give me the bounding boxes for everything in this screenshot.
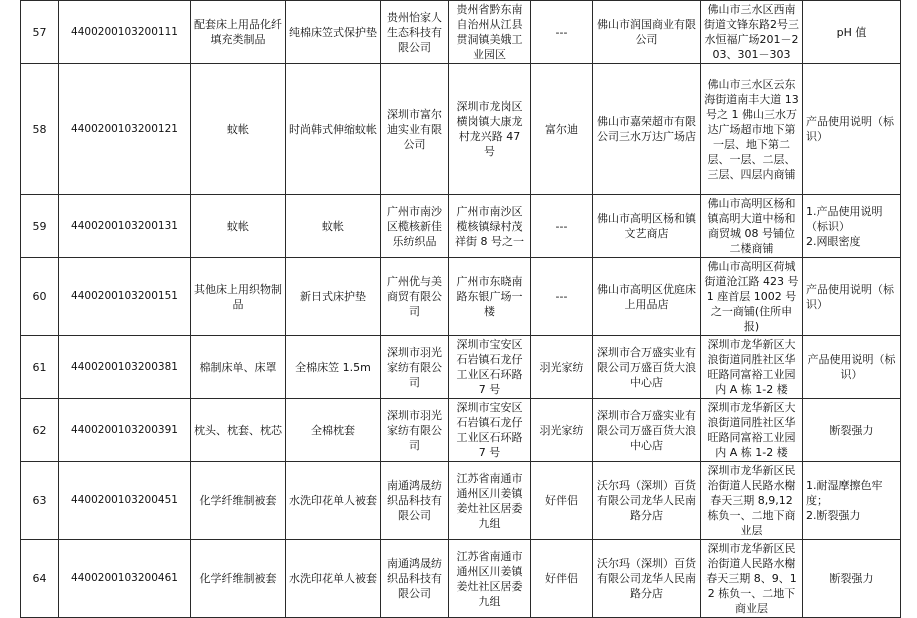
failed-item: 断裂强力 (803, 540, 901, 618)
manufacturer-name: 广州优与美商贸有限公司 (381, 258, 449, 336)
row-number: 57 (21, 1, 59, 64)
table-row (21, 540, 901, 618)
product-name: 全棉床笠 1.5m (286, 336, 381, 399)
table-row (21, 462, 901, 540)
product-name: 时尚韩式伸缩蚊帐 (286, 64, 381, 195)
brand: 富尔迪 (531, 64, 593, 195)
sample-code: 4400200103200121 (59, 64, 191, 195)
sample-code: 4400200103200461 (59, 540, 191, 618)
manufacturer-name: 南通鸿晟纺织品科技有限公司 (381, 462, 449, 540)
table-row (21, 195, 901, 258)
table-row (21, 64, 901, 195)
brand: --- (531, 195, 593, 258)
seller-name: 深圳市合万盛实业有限公司万盛百货大浪中心店 (593, 336, 701, 399)
inspection-results-table (20, 0, 901, 618)
seller-name: 佛山市高明区杨和镇文艺商店 (593, 195, 701, 258)
manufacturer-address: 深圳市宝安区石岩镇石龙仔工业区石环路 7 号 (449, 336, 531, 399)
seller-address: 佛山市三水区云东海街道南丰大道 13 号之 1 佛山三水万达广场超市地下第一层、地下第二层、一层、二层、三层、四层内商铺 (701, 64, 803, 195)
product-category: 化学纤维制被套 (191, 462, 286, 540)
seller-address: 深圳市龙华新区大浪街道同胜社区华旺路同富裕工业园内 A 栋 1-2 楼 (701, 336, 803, 399)
sample-code: 4400200103200451 (59, 462, 191, 540)
manufacturer-name: 南通鸿晟纺织品科技有限公司 (381, 540, 449, 618)
manufacturer-name: 深圳市富尔迪实业有限公司 (381, 64, 449, 195)
brand: 好伴侣 (531, 462, 593, 540)
seller-name: 佛山市高明区优庭床上用品店 (593, 258, 701, 336)
row-number: 60 (21, 258, 59, 336)
brand: 羽光家纺 (531, 336, 593, 399)
product-category: 化学纤维制被套 (191, 540, 286, 618)
product-name: 蚊帐 (286, 195, 381, 258)
row-number: 62 (21, 399, 59, 462)
seller-name: 沃尔玛（深圳）百货有限公司龙华人民南路分店 (593, 540, 701, 618)
product-name: 新日式床护垫 (286, 258, 381, 336)
manufacturer-name: 贵州怡家人生态科技有限公司 (381, 1, 449, 64)
manufacturer-name: 深圳市羽光家纺有限公司 (381, 399, 449, 462)
product-name: 水洗印花单人被套 (286, 462, 381, 540)
table-row (21, 399, 901, 462)
seller-address: 深圳市龙华新区民治街道人民路水榭春天三期 8、9、12 栋负一、二地下商业层 (701, 540, 803, 618)
product-name: 全棉枕套 (286, 399, 381, 462)
row-number: 61 (21, 336, 59, 399)
manufacturer-address: 江苏省南通市通州区川姜镇姜灶社区居委九组 (449, 540, 531, 618)
row-number: 63 (21, 462, 59, 540)
seller-address: 深圳市龙华新区民治街道人民路水榭春天三期 8,9,12 栋负一、二地下商业层 (701, 462, 803, 540)
row-number: 58 (21, 64, 59, 195)
seller-name: 深圳市合万盛实业有限公司万盛百货大浪中心店 (593, 399, 701, 462)
table-row (21, 336, 901, 399)
sample-code: 4400200103200131 (59, 195, 191, 258)
product-name: 水洗印花单人被套 (286, 540, 381, 618)
seller-address: 佛山市三水区西南街道文锋东路2号三水恒福广场201－203、301－303 (701, 1, 803, 64)
brand: 好伴侣 (531, 540, 593, 618)
sample-code: 4400200103200381 (59, 336, 191, 399)
manufacturer-address: 广州市东晓南路东银广场一楼 (449, 258, 531, 336)
failed-item: pH 值 (803, 1, 901, 64)
failed-item: 产品使用说明（标识） (803, 64, 901, 195)
failed-item: 断裂强力 (803, 399, 901, 462)
brand: --- (531, 258, 593, 336)
product-category: 棉制床单、床罩 (191, 336, 286, 399)
product-category: 其他床上用织物制品 (191, 258, 286, 336)
failed-item: 1.耐湿摩擦色牢度； 2.断裂强力 (803, 462, 901, 540)
seller-name: 佛山市嘉荣超市有限公司三水万达广场店 (593, 64, 701, 195)
sample-code: 4400200103200391 (59, 399, 191, 462)
failed-item: 产品使用说明（标识） (803, 258, 901, 336)
row-number: 64 (21, 540, 59, 618)
product-category: 配套床上用品化纤填充类制品 (191, 1, 286, 64)
failed-item: 产品使用说明（标识） (803, 336, 901, 399)
manufacturer-address: 江苏省南通市通州区川姜镇姜灶社区居委九组 (449, 462, 531, 540)
failed-item: 1.产品使用说明（标识） 2.网眼密度 (803, 195, 901, 258)
row-number: 59 (21, 195, 59, 258)
seller-name: 佛山市润国商业有限公司 (593, 1, 701, 64)
manufacturer-name: 广州市南沙区榄核新佳乐纺织品 (381, 195, 449, 258)
manufacturer-address: 贵州省黔东南自治州从江县贯洞镇美娥工业园区 (449, 1, 531, 64)
seller-address: 佛山市高明区荷城街道沧江路 423 号 1 座首层 1002 号之一商铺(住所申报) (701, 258, 803, 336)
sample-code: 4400200103200111 (59, 1, 191, 64)
product-category: 枕头、枕套、枕芯 (191, 399, 286, 462)
manufacturer-address: 广州市南沙区榄核镇绿村茂祥街 8 号之一 (449, 195, 531, 258)
brand: 羽光家纺 (531, 399, 593, 462)
sample-code: 4400200103200151 (59, 258, 191, 336)
manufacturer-address: 深圳市宝安区石岩镇石龙仔工业区石环路 7 号 (449, 399, 531, 462)
brand: --- (531, 1, 593, 64)
product-category: 蚊帐 (191, 64, 286, 195)
table-row (21, 1, 901, 64)
seller-name: 沃尔玛（深圳）百货有限公司龙华人民南路分店 (593, 462, 701, 540)
product-name: 纯棉床笠式保护垫 (286, 1, 381, 64)
manufacturer-address: 深圳市龙岗区横岗镇大康龙村龙兴路 47 号 (449, 64, 531, 195)
product-category: 蚊帐 (191, 195, 286, 258)
seller-address: 深圳市龙华新区大浪街道同胜社区华旺路同富裕工业园内 A 栋 1-2 楼 (701, 399, 803, 462)
seller-address: 佛山市高明区杨和镇高明大道中杨和商贸城 08 号铺位二楼商铺 (701, 195, 803, 258)
manufacturer-name: 深圳市羽光家纺有限公司 (381, 336, 449, 399)
table-row (21, 258, 901, 336)
